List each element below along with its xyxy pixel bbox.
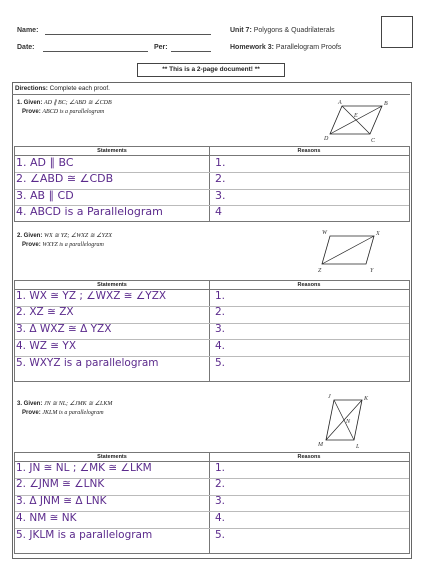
problem-1-given xyxy=(17,99,112,117)
directions-label: Directions: xyxy=(15,85,48,92)
figure-label-d: D xyxy=(324,136,329,142)
given-text: WX ≅ YZ; ∠WXZ ≅ ∠YZX xyxy=(44,233,113,239)
prove-label: Prove: xyxy=(22,410,41,416)
unit-number: Unit 7: xyxy=(230,27,252,34)
given-label: 1. Given: xyxy=(17,100,43,106)
figure-3 xyxy=(318,394,392,455)
parallelogram-jklm-diagram xyxy=(318,394,392,450)
homework-number: Homework 3: xyxy=(230,44,274,51)
prove-text: JKLM is a parallelogram xyxy=(42,410,104,416)
reason-4[interactable]: 4. xyxy=(215,512,226,524)
statements-header: Statements xyxy=(15,281,209,290)
statement-4[interactable]: 4. ABCD is a Parallelogram xyxy=(16,205,163,218)
unit-name: Polygons & Quadrilaterals xyxy=(253,27,335,34)
prove-label: Prove: xyxy=(22,242,41,248)
row-line xyxy=(15,189,409,190)
reason-2[interactable]: 2. xyxy=(215,306,226,318)
statement-4[interactable]: 4. NM ≅ NK xyxy=(16,512,77,524)
column-divider xyxy=(209,281,210,381)
score-box xyxy=(381,16,413,48)
figure-label-c: C xyxy=(371,138,376,144)
date-line[interactable] xyxy=(43,51,148,52)
homework-name: Parallelogram Proofs xyxy=(275,44,342,51)
statement-2[interactable]: 2. ∠ABD ≅ ∠CDB xyxy=(16,172,114,185)
statement-1[interactable]: 1. WX ≅ YZ ; ∠WXZ ≅ ∠YZX xyxy=(16,290,167,302)
homework-title xyxy=(230,44,341,51)
reason-3[interactable]: 3. xyxy=(215,323,226,335)
reason-4[interactable]: 4. xyxy=(215,340,226,352)
figure-label-w: W xyxy=(322,230,327,236)
figure-label-x: X xyxy=(376,231,380,237)
two-page-notice: ** This is a 2-page document! ** xyxy=(137,63,285,77)
name-label: Name: xyxy=(17,27,39,34)
column-divider xyxy=(209,453,210,553)
figure-label-j: J xyxy=(328,394,331,400)
reasons-header: Reasons xyxy=(209,453,409,462)
figure-label-n: N xyxy=(346,419,351,425)
per-label: Per: xyxy=(154,44,168,51)
reason-1[interactable]: 1. xyxy=(215,290,226,302)
date-label: Date: xyxy=(17,44,35,51)
figure-1 xyxy=(322,98,392,149)
reason-5[interactable]: 5. xyxy=(215,357,226,369)
statement-2[interactable]: 2. ∠JNM ≅ ∠LNK xyxy=(16,478,105,490)
statement-5[interactable]: 5. WXYZ is a parallelogram xyxy=(16,357,159,369)
statement-4[interactable]: 4. WZ ≅ YX xyxy=(16,340,77,352)
column-divider xyxy=(209,147,210,221)
prove-label: Prove: xyxy=(22,109,41,115)
figure-label-z: Z xyxy=(318,268,322,274)
statement-5[interactable]: 5. JKLM is a parallelogram xyxy=(16,529,153,541)
statements-header: Statements xyxy=(15,147,209,156)
parallelogram-abcd-diagram xyxy=(322,98,392,144)
given-label: 2. Given: xyxy=(17,233,43,239)
figure-label-e: E xyxy=(354,113,358,119)
statements-header: Statements xyxy=(15,453,209,462)
parallelogram-wxyz-diagram xyxy=(318,228,392,274)
problem-3-given xyxy=(17,400,112,418)
figure-label-a: A xyxy=(338,100,342,106)
prove-text: WXYZ is a parallelogram xyxy=(42,242,104,248)
reason-3[interactable]: 3. xyxy=(215,495,226,507)
given-label: 3. Given: xyxy=(17,401,43,407)
unit-title xyxy=(230,27,335,34)
figure-label-k: K xyxy=(364,396,369,402)
reason-2[interactable]: 2. xyxy=(215,478,226,490)
statement-3[interactable]: 3. Δ JNM ≅ Δ LNK xyxy=(16,495,107,507)
name-line[interactable] xyxy=(45,34,211,35)
reasons-header: Reasons xyxy=(209,147,409,156)
figure-label-b: B xyxy=(384,101,388,107)
given-text: JN ≅ NL; ∠JMK ≅ ∠LKM xyxy=(44,401,113,407)
statement-1[interactable]: 1. AD ∥ BC xyxy=(16,156,74,169)
reason-2[interactable]: 2. xyxy=(215,172,226,185)
reason-5[interactable]: 5. xyxy=(215,529,226,541)
reason-1[interactable]: 1. xyxy=(215,156,226,169)
reason-4[interactable]: 4 xyxy=(215,205,222,218)
statement-2[interactable]: 2. XZ ≅ ZX xyxy=(16,306,74,318)
statement-3[interactable]: 3. AB ∥ CD xyxy=(16,189,74,202)
directions-text: Complete each proof. xyxy=(49,85,110,92)
period-line[interactable] xyxy=(171,51,211,52)
figure-label-m: M xyxy=(318,442,323,448)
row-line xyxy=(15,306,409,307)
directions-bar xyxy=(12,83,410,95)
reasons-header: Reasons xyxy=(209,281,409,290)
figure-label-l: L xyxy=(356,444,360,450)
given-text: AD ∥ BC; ∠ABD ≅ ∠CDB xyxy=(44,100,112,106)
reason-1[interactable]: 1. xyxy=(215,462,226,474)
prove-text: ABCD is a parallelogram xyxy=(42,109,105,115)
figure-label-y: Y xyxy=(370,268,374,274)
reason-3[interactable]: 3. xyxy=(215,189,226,202)
figure-2 xyxy=(318,228,392,279)
statement-3[interactable]: 3. Δ WXZ ≅ Δ YZX xyxy=(16,323,112,335)
problem-2-given xyxy=(17,232,112,250)
statement-1[interactable]: 1. JN ≅ NL ; ∠MK ≅ ∠LKM xyxy=(16,462,152,474)
